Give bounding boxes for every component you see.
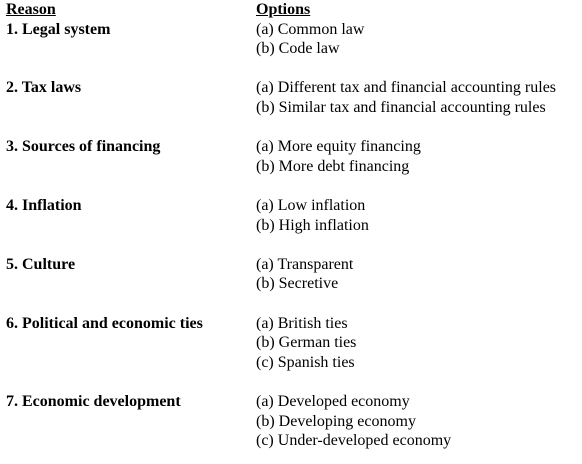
reason-label: 2. Tax laws [6,79,82,97]
reason-column-header: Reason [6,1,56,18]
option-item: (b) Developing economy [256,412,416,430]
option-list [256,20,364,59]
option-item: (b) High inflation [256,216,369,234]
option-list [256,255,353,294]
reason-label: 3. Sources of financing [6,138,161,156]
option-item: (a) British ties [256,314,348,332]
option-item: (c) Under-developed economy [256,432,452,450]
reason-label: 6. Political and economic ties [6,314,203,332]
option-item: (b) More debt financing [256,157,410,175]
option-item: (b) Similar tax and financial accounting rules [256,98,546,116]
option-item: (a) Common law [256,20,365,38]
option-item: (a) Transparent [256,255,354,273]
option-item: (c) Spanish ties [256,353,355,371]
option-list [256,392,451,451]
option-list [256,196,369,235]
option-list [256,314,356,373]
option-item: (a) Low inflation [256,197,366,214]
option-item: (a) More equity financing [256,138,421,156]
reason-label: 1. Legal system [6,20,111,38]
option-list [256,137,421,176]
option-item: (b) Secretive [256,275,339,293]
options-column-header: Options [256,1,311,18]
reason-label: 7. Economic development [6,393,181,410]
option-list [256,78,556,117]
option-item: (a) Different tax and financial accounting rules [256,79,557,97]
option-item: (b) Code law [256,40,340,58]
reason-label: 5. Culture [6,255,76,273]
option-item: (b) German ties [256,334,357,352]
option-item: (a) Developed economy [256,393,410,410]
reason-label: 4. Inflation [6,197,82,214]
